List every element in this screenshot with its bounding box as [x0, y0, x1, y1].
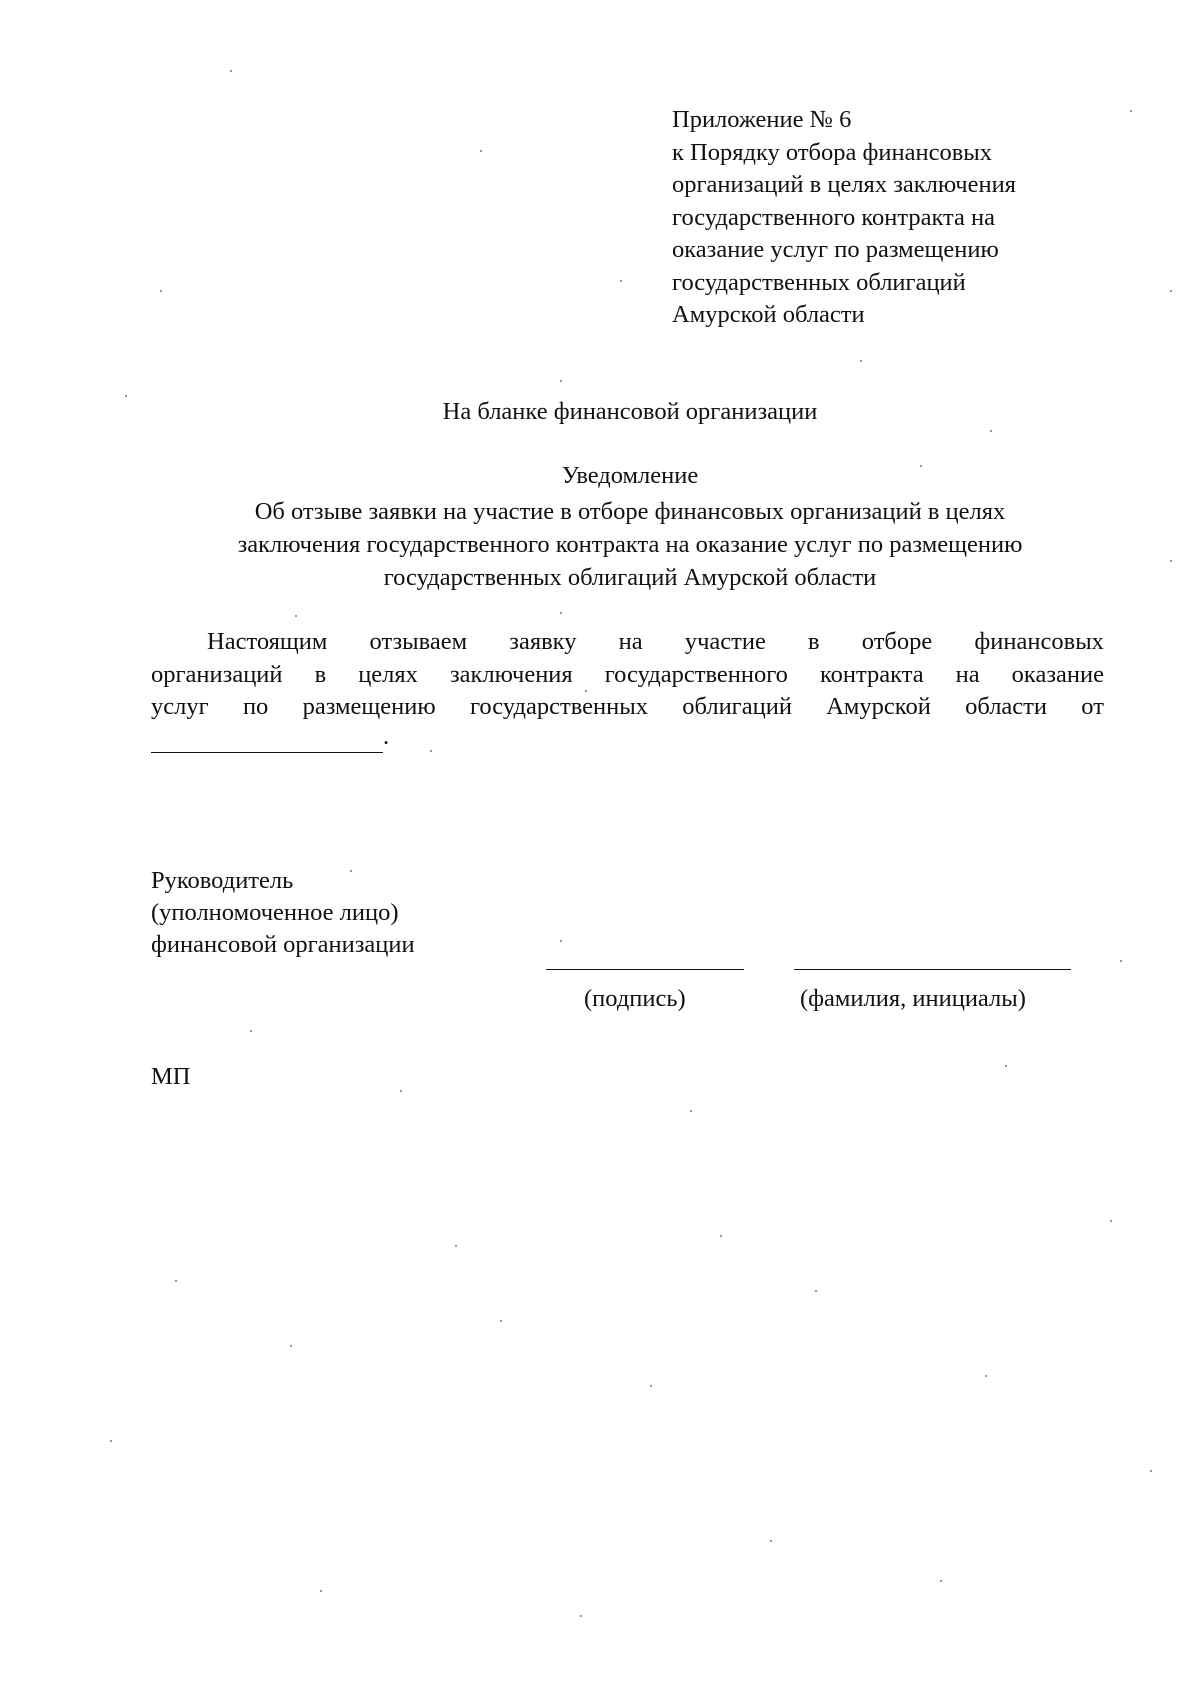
body-word: от: [1081, 693, 1104, 720]
stamp-place: МП: [151, 1063, 191, 1090]
appendix-line: государственных облигаций: [672, 268, 966, 296]
scan-speck: [560, 612, 562, 614]
scan-speck: [480, 150, 482, 152]
signer-line: финансовой организации: [151, 931, 415, 958]
scan-speck: [320, 1590, 322, 1592]
scan-speck: [110, 1440, 112, 1442]
scan-speck: [455, 1245, 457, 1247]
body-word: области: [965, 693, 1047, 720]
scan-speck: [815, 1290, 817, 1292]
scan-speck: [860, 360, 862, 362]
scan-speck: [1170, 290, 1172, 292]
body-word: государственного: [604, 660, 788, 688]
body-word: контракта: [819, 660, 924, 688]
notice-subject-line: Об отзыве заявки на участие в отборе финансовых организаций в целях: [254, 498, 1006, 525]
body-word: отзываем: [369, 628, 468, 655]
body-line: [151, 626, 1104, 659]
scan-speck: [990, 430, 992, 432]
scan-speck: [400, 1090, 402, 1092]
body-word: в: [314, 660, 327, 688]
body-word: заключения: [449, 660, 573, 688]
appendix-line: Приложение № 6: [672, 106, 852, 133]
scan-speck: [720, 1235, 722, 1237]
scan-speck: [1130, 110, 1132, 112]
body-paragraph: [151, 626, 1104, 724]
notice-title: Уведомление: [561, 462, 699, 489]
body-word: организаций: [151, 660, 283, 688]
body-word: Амурской: [826, 693, 931, 720]
body-word: по: [242, 693, 269, 720]
body-word: участие: [684, 628, 766, 655]
scan-speck: [690, 1110, 692, 1112]
appendix-header: [672, 104, 1102, 332]
scan-speck: [175, 1280, 177, 1282]
scan-speck: [1005, 1065, 1007, 1067]
name-line: [794, 969, 1071, 970]
scan-speck: [1110, 1220, 1112, 1222]
scan-speck: [230, 70, 232, 72]
signature-caption: (подпись): [584, 985, 686, 1012]
notice-subject: [150, 495, 1110, 594]
body-word: на: [618, 628, 643, 655]
scan-speck: [985, 1375, 987, 1377]
body-word: в: [808, 628, 820, 655]
scan-speck: [290, 1345, 292, 1347]
appendix-line: оказание услуг по размещению: [672, 236, 999, 263]
notice-subject-line: заключения государственного контракта на оказание услуг по размещению: [237, 531, 1023, 558]
body-word: размещению: [302, 693, 436, 720]
appendix-line: Амурской области: [672, 301, 865, 328]
scan-speck: [125, 395, 127, 397]
scan-speck: [1170, 560, 1172, 562]
body-word: на: [955, 660, 980, 688]
body-line: [151, 691, 1104, 724]
body-word: заявку: [509, 628, 577, 655]
scan-speck: [770, 1540, 772, 1542]
scan-speck: [295, 615, 297, 617]
signer-line: (уполномоченное лицо): [151, 899, 399, 926]
appendix-line: к Порядку отбора финансовых: [672, 138, 992, 166]
body-word: государственных: [469, 693, 648, 720]
scan-speck: [650, 1385, 652, 1387]
scan-speck: [250, 1030, 252, 1032]
body-word: оказание: [1011, 660, 1104, 688]
body-word: Настоящим: [207, 628, 328, 655]
scan-speck: [500, 1320, 502, 1322]
body-line: [151, 659, 1104, 692]
body-word: отборе: [861, 628, 933, 655]
scan-speck: [160, 290, 162, 292]
appendix-line: организаций в целях заключения: [672, 171, 1016, 198]
scan-speck: [1120, 960, 1122, 962]
date-blank-line: [151, 724, 383, 753]
scan-speck: [1150, 1470, 1152, 1472]
body-word: целях: [358, 660, 418, 688]
scan-speck: [920, 465, 922, 467]
scan-speck: [560, 380, 562, 382]
scan-speck: [560, 940, 562, 942]
signature-line: [546, 969, 744, 970]
signer-block: [151, 865, 415, 961]
body-word: услуг: [151, 693, 209, 720]
appendix-line: государственного контракта на: [672, 203, 996, 231]
notice-subject-line: государственных облигаций Амурской области: [383, 564, 877, 591]
scan-speck: [585, 690, 587, 692]
scan-speck: [580, 1615, 582, 1617]
signer-line: Руководитель: [151, 867, 294, 894]
letterhead-note: На бланке финансовой организации: [442, 398, 818, 425]
name-caption: (фамилия, инициалы): [800, 985, 1026, 1012]
body-word: облигаций: [682, 693, 792, 720]
scan-speck: [430, 750, 432, 752]
scan-speck: [940, 1580, 942, 1582]
body-word: финансовых: [974, 628, 1104, 655]
date-terminator: .: [383, 723, 390, 750]
scan-speck: [350, 870, 352, 872]
scan-speck: [620, 280, 622, 282]
